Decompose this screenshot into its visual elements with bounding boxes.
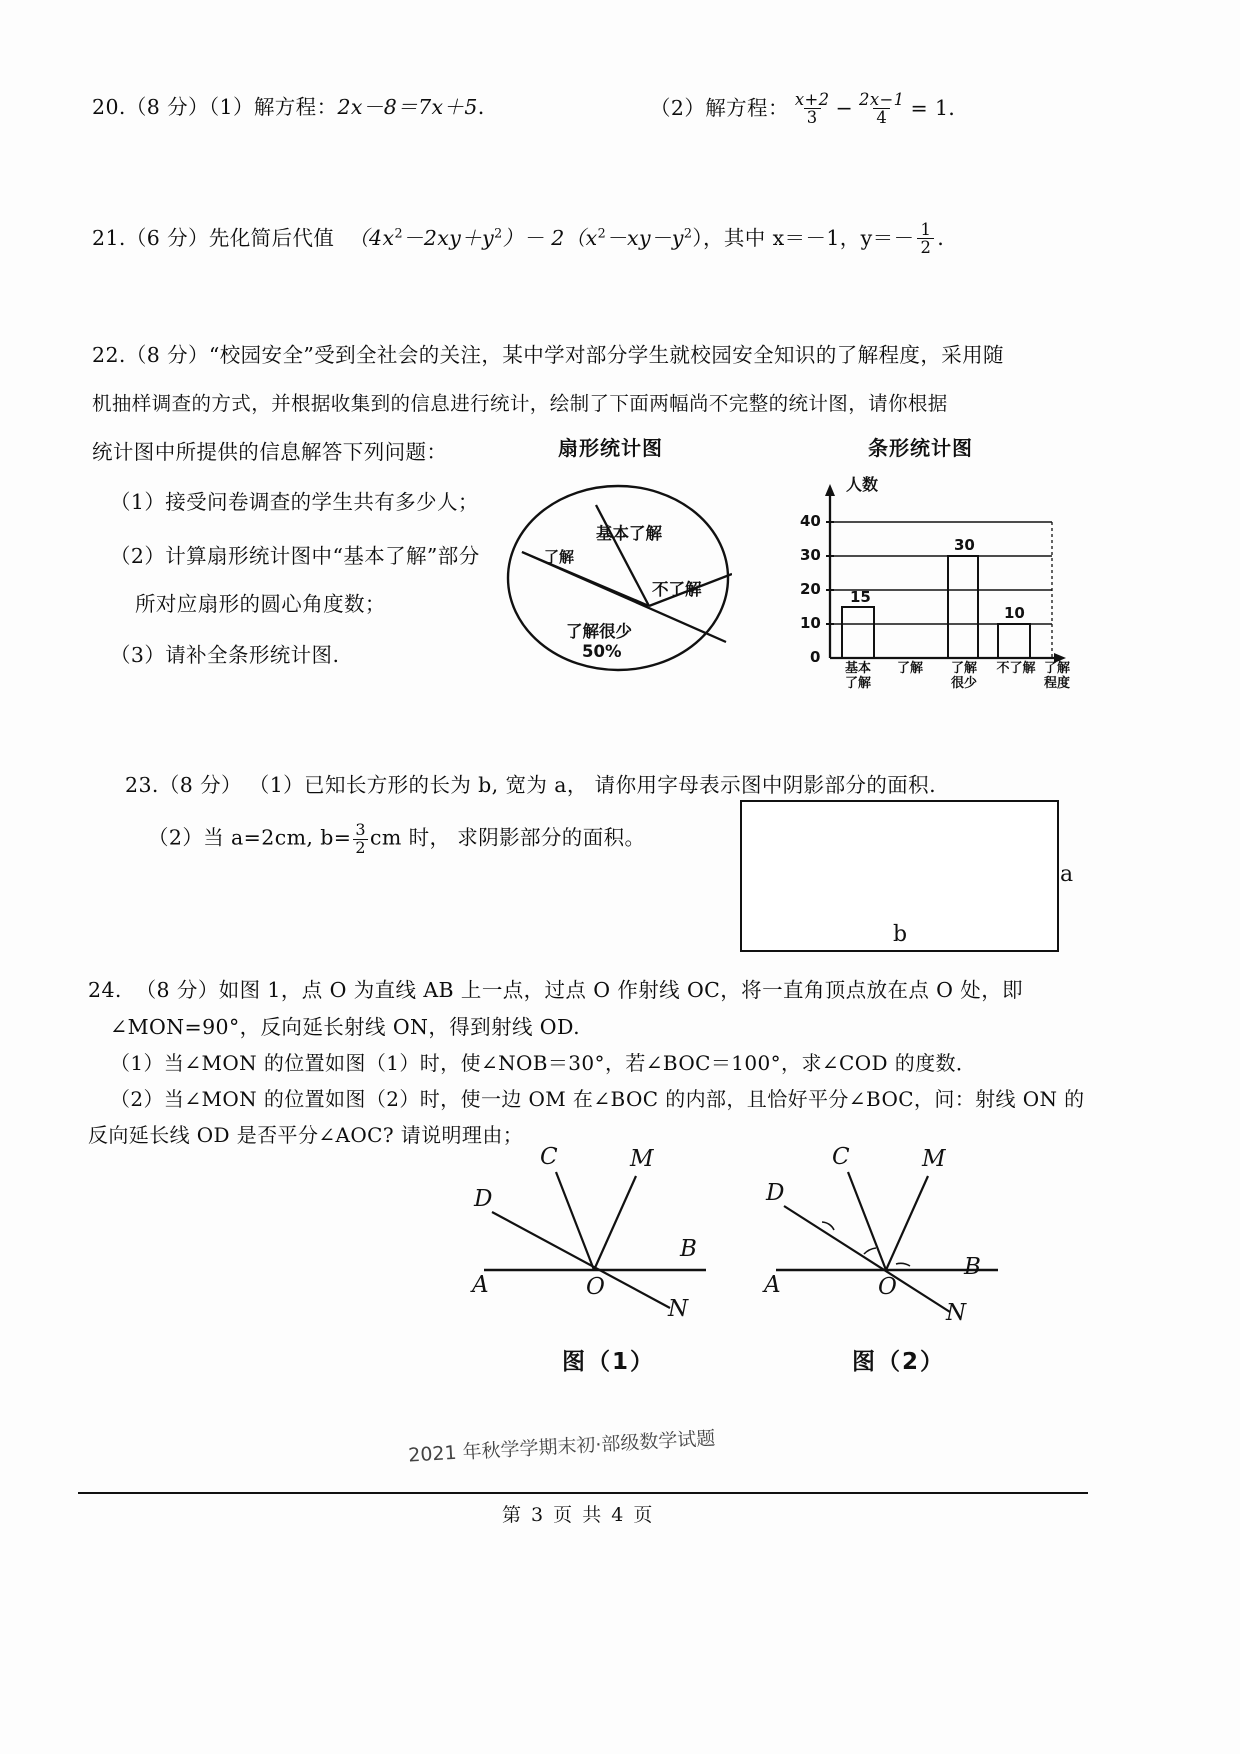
- bar-chart-title: 条形统计图: [868, 436, 973, 460]
- q21-expr-a: （4x: [348, 226, 395, 251]
- pie-label-basic: 基本了解: [596, 524, 662, 543]
- fig1-label-D: D: [474, 1186, 493, 1212]
- q22-text-line1: “校园安全”受到全社会的关注，某中学对部分学生就校园安全知识的了解程度，采用随: [208, 343, 1004, 367]
- fig1-label-B: B: [680, 1236, 697, 1262]
- bar-category-1: [836, 662, 880, 691]
- bar-category-3-line2: 很少: [950, 675, 977, 691]
- q22-number: 22.: [92, 343, 126, 367]
- bar-value-1: 15: [850, 588, 871, 606]
- q21-fraction: [917, 221, 934, 256]
- fig1-label-C: C: [540, 1144, 558, 1170]
- fig1-label-M: M: [630, 1146, 654, 1172]
- question-22-sub3: （3）请补全条形统计图.: [110, 643, 340, 667]
- q24-points: （8 分）: [135, 978, 219, 1002]
- question-20-part1: [92, 92, 499, 124]
- figure-2-caption: 图（2）: [852, 1349, 946, 1375]
- pie-label-little-percent: 50%: [582, 642, 622, 661]
- q23-text-sub1: （1）已知长方形的长为 b, 宽为 a， 请你用字母表示图中阴影部分的面积.: [248, 773, 936, 797]
- pie-label-little: 了解很少: [566, 622, 632, 641]
- question-22-line1: [92, 340, 1004, 372]
- fig2-angle-mark-1: [864, 1248, 876, 1254]
- q21-points: （6 分）: [125, 226, 209, 251]
- q23-sub2-suffix: cm 时， 求阴影部分的面积。: [369, 825, 646, 850]
- question-22-sub2b: 所对应扇形的圆心角度数；: [135, 592, 386, 616]
- pie-chart-title: 扇形统计图: [558, 436, 663, 460]
- rectangle-label-b: b: [893, 922, 908, 947]
- q20-minus-operator: −: [835, 96, 854, 121]
- bar-value-3: 30: [954, 536, 975, 554]
- bar-chart: [790, 476, 1080, 698]
- fig2-angle-mark-3: [822, 1222, 834, 1230]
- bar-category-4: [992, 662, 1040, 677]
- page-watermark: 2021 年秋学学期末初·部级数学试题: [407, 1427, 716, 1467]
- q20-frac1-denominator: 3: [804, 108, 821, 126]
- fig2-label-N: N: [946, 1300, 967, 1326]
- q20-points: （8 分）: [125, 95, 209, 119]
- q24-number: 24.: [88, 978, 122, 1002]
- q20-fraction-2: [856, 91, 907, 126]
- q20-frac1-numerator: x+2: [794, 90, 830, 109]
- pie-chart: [504, 482, 732, 674]
- bar-value-4: 10: [1004, 604, 1025, 622]
- q21-expr-c: ）－ 2（x: [502, 226, 598, 251]
- q23-sub2-prefix: （2）当 a=2cm, b=: [148, 825, 352, 850]
- bar-chart-y-arrow: [825, 484, 835, 496]
- bar-category-3-line1: 了解: [950, 661, 977, 676]
- bar-category-2: [890, 662, 930, 677]
- bar-category-4-line1: 不了解: [996, 661, 1036, 676]
- fig2-ray-OC: [848, 1172, 886, 1270]
- bar-chart-y-axis-title: 人数: [846, 475, 879, 494]
- q20-part2-period: ．: [948, 96, 970, 121]
- bar-ylabel-40: 40: [800, 512, 821, 530]
- bar-rect-3: [948, 556, 978, 658]
- bar-category-1-line2: 了解: [844, 675, 871, 691]
- pie-label-not-understand: 不了解: [652, 580, 702, 599]
- question-22-line3: 统计图中所提供的信息解答下列问题：: [92, 440, 448, 464]
- bar-rect-1: [842, 607, 874, 658]
- q21-frac-numerator: 1: [920, 220, 932, 239]
- question-20-part2: [650, 92, 969, 127]
- q21-expr-b-exponent: 2: [494, 225, 503, 241]
- fig2-ray-OM: [886, 1176, 928, 1270]
- fig1-ray-OC: [556, 1172, 594, 1270]
- q24-text-line1: 如图 1，点 O 为直线 AB 上一点，过点 O 作射线 OC，将一直角顶点放在点 O 处，即: [218, 978, 1024, 1002]
- q21-expr-a-exponent: 2: [394, 225, 403, 241]
- question-22-sub2: （2）计算扇形统计图中“基本了解”部分: [110, 544, 480, 568]
- q23-number: 23.: [125, 773, 159, 797]
- q21-instruction: 先化简后代值: [208, 226, 335, 251]
- fig1-ray-OM: [594, 1176, 636, 1270]
- bar-chart-x-axis-title: 了解 程度: [1044, 661, 1071, 691]
- q20-part1-period: ．: [477, 95, 499, 119]
- q21-expr-d-exponent: 2: [683, 225, 693, 241]
- fig2-label-C: C: [832, 1144, 850, 1170]
- question-22-line2: 机抽样调查的方式，并根据收集到的信息进行统计，绘制了下面两幅尚不完整的统计图，请你根据: [92, 392, 948, 415]
- page-number-footer: 第 3 页 共 4 页: [502, 1504, 655, 1526]
- q23-frac-numerator: 3: [355, 820, 366, 839]
- question-23-sub1: [125, 770, 936, 802]
- q21-frac-denominator: 2: [917, 238, 934, 256]
- q22-points: （8 分）: [125, 343, 209, 367]
- question-24-figure-2: [760, 1144, 1020, 1326]
- q21-expr-e: ），其中 x＝－1，y＝－: [692, 226, 915, 251]
- q20-equals-one: = 1: [910, 96, 949, 121]
- bar-ylabel-10: 10: [800, 614, 821, 632]
- question-24-line3: （1）当∠MON 的位置如图（1）时，使∠NOB＝30°，若∠BOC＝100°，求∠COD 的度数．: [110, 1051, 977, 1075]
- bar-category-2-line1: 了解: [896, 661, 923, 676]
- fig2-label-A: A: [764, 1272, 781, 1298]
- q21-tail: ．: [937, 226, 959, 251]
- fig2-angle-mark-2: [896, 1263, 910, 1266]
- bar-ylabel-0: 0: [810, 648, 821, 666]
- bar-rect-4: [998, 624, 1030, 658]
- footer-divider: [78, 1492, 1088, 1494]
- rectangle-label-a: a: [1060, 862, 1074, 887]
- figure-1-caption: 图（1）: [562, 1349, 656, 1375]
- bar-category-3: [942, 662, 986, 691]
- pie-label-understand: 了解: [544, 548, 575, 566]
- q20-fraction-1: [792, 91, 833, 126]
- q20-frac2-denominator: 4: [873, 108, 890, 126]
- q20-frac2-numerator: 2x−1: [859, 90, 905, 109]
- question-23-sub2: [148, 822, 645, 856]
- q20-part1-label: （1）解方程：: [208, 95, 338, 119]
- fig1-line-DN: [492, 1212, 670, 1308]
- question-24-line5: 反向延长线 OD 是否平分∠AOC? 请说明理由；: [88, 1123, 524, 1147]
- question-24-line4: （2）当∠MON 的位置如图（2）时，使一边 OM 在∠BOC 的内部，且恰好平分∠BOC，问：射线 ON 的: [110, 1087, 1085, 1111]
- q23-frac-denominator: 2: [355, 837, 366, 857]
- fig2-label-D: D: [766, 1180, 785, 1206]
- q20-part1-equation: 2x－8＝7x＋5: [337, 95, 478, 119]
- question-24-line2: ∠MON=90°，反向延长射线 ON，得到射线 OD.: [110, 1015, 581, 1039]
- fig1-label-O: O: [586, 1274, 605, 1300]
- fig1-label-N: N: [668, 1296, 689, 1322]
- q21-number: 21.: [92, 226, 126, 251]
- q20-part2-label: （2）解方程：: [650, 96, 789, 121]
- question-24-line1: [88, 975, 1023, 1007]
- q20-number: 20.: [92, 95, 126, 119]
- bar-category-1-line1: 基本: [844, 661, 871, 676]
- question-21: [92, 222, 958, 257]
- question-22-sub1: （1）接受问卷调查的学生共有多少人；: [110, 490, 479, 514]
- fig2-label-M: M: [922, 1146, 946, 1172]
- fig2-label-O: O: [878, 1274, 897, 1300]
- q21-expr-d: －xy－y: [606, 226, 684, 251]
- question-24-figure-1: [468, 1144, 728, 1322]
- fig1-label-A: A: [472, 1272, 489, 1298]
- q21-expr-b: －2xy＋y: [402, 226, 495, 251]
- q23-fraction: [353, 822, 368, 856]
- q21-expr-c-exponent: 2: [597, 225, 607, 241]
- bar-ylabel-30: 30: [800, 546, 821, 564]
- bar-ylabel-20: 20: [800, 580, 821, 598]
- fig2-label-B: B: [964, 1254, 981, 1280]
- q23-points: （8 分）: [158, 773, 242, 797]
